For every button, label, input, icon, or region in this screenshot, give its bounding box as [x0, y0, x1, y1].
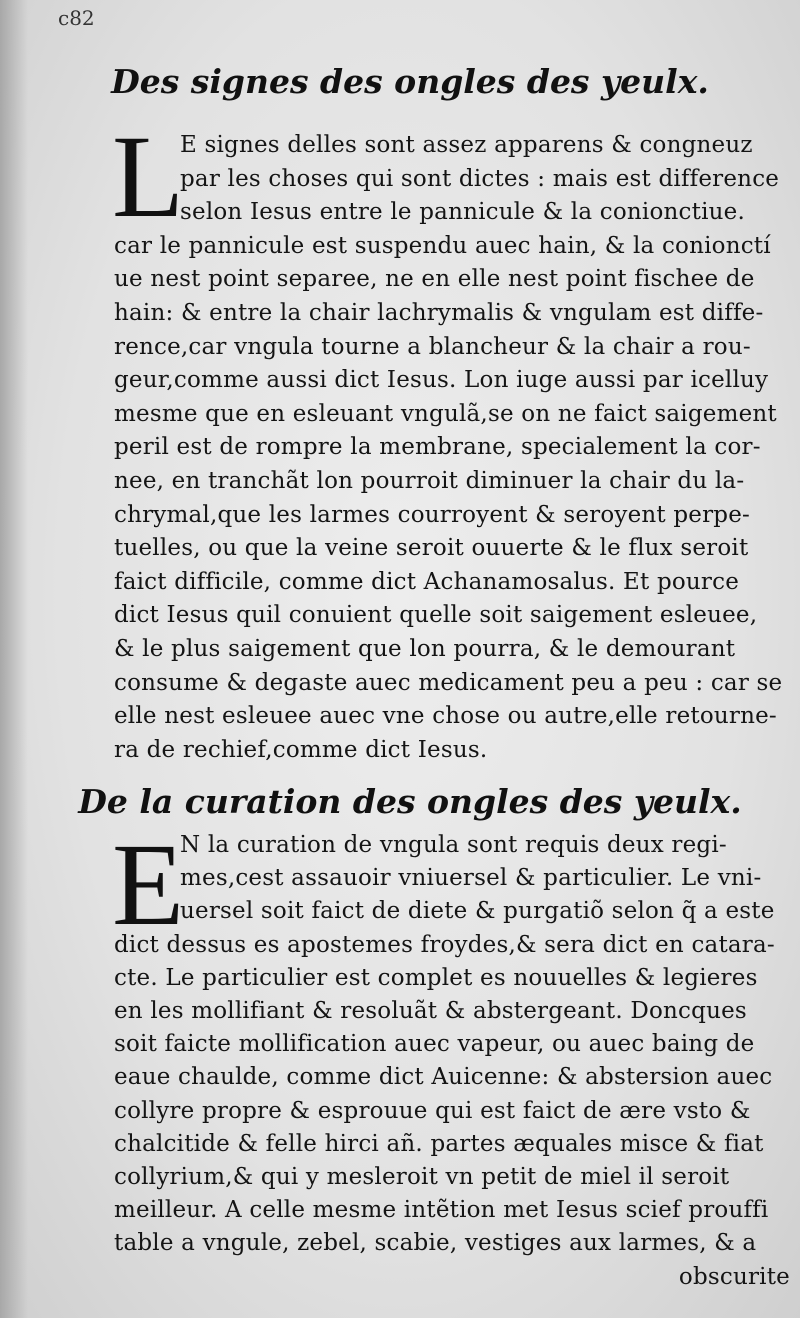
text-line: tuelles, ou que la veine seroit ouuerte & le flux seroit — [114, 535, 749, 562]
text-line: collyrium,& qui y mesleroit vn petit de miel il seroit — [114, 1164, 730, 1190]
text-line: dict dessus es apostemes froydes,& sera dict en catara- — [114, 931, 775, 958]
text-line: table a vngule, zebel, scabie, vestiges aux larmes, & a — [114, 1230, 757, 1257]
text-line: eaue chaulde, comme dict Auicenne: & abstersion auec — [114, 1064, 773, 1091]
text-line: E signes delles sont assez apparens & congneuz — [180, 132, 753, 158]
text-line: consume & degaste auec medicament peu a peu : car se — [114, 669, 783, 696]
text-line: hain: & entre la chair lachrymalis & vngulam est diffe- — [114, 300, 764, 326]
section-heading-curation: De la curation des ongles des yeulx. — [78, 782, 742, 821]
text-line: chrymal,que les larmes courroyent & seroyent perpe- — [114, 501, 751, 528]
text-line: mes,cest assauoir vniuersel & particulier. Le vni- — [180, 865, 762, 892]
text-line: cte. Le particulier est complet es nouuelles & legieres — [114, 964, 758, 991]
text-line: obscurite — [678, 1263, 790, 1290]
text-line: en les mollifiant & resoluãt & abstergeant. Doncques — [114, 998, 747, 1024]
text-line: chalcitide & felle hirci añ. partes æquales misce & fiat — [114, 1130, 764, 1157]
text-line: selon Iesus entre le pannicule & la conionctiue. — [180, 199, 745, 226]
text-line: collyre propre & esprouue qui est faict de ære vsto & — [114, 1097, 751, 1124]
text-line: ra de rechief,comme dict Iesus. — [114, 736, 488, 763]
text-line: car le pannicule est suspendu auec hain, & la conionctí — [114, 232, 771, 259]
text-line: ue nest point separee, ne en elle nest point fischee de — [114, 266, 755, 293]
text-line: mesme que en esleuant vngulã,se on ne faict saigement — [114, 400, 777, 427]
text-line: soit faicte mollification auec vapeur, ou auec baing de — [114, 1031, 755, 1058]
text-line: elle nest esleuee auec vne chose ou autre,elle retourne- — [114, 703, 777, 730]
page-number: c82 — [58, 6, 95, 30]
text-line: meilleur. A celle mesme intẽtion met Iesus scief prouffi — [114, 1197, 769, 1224]
section-heading-signs: Des signes des ongles des yeulx. — [111, 62, 709, 101]
text-line: nee, en tranchãt lon pourroit diminuer la chair du la- — [114, 468, 745, 494]
text-line: rence,car vngula tourne a blancheur & la chair a rou- — [114, 333, 751, 360]
text-line: par les choses qui sont dictes : mais est difference — [180, 165, 780, 192]
text-line: geur,comme aussi dict Iesus. Lon iuge aussi par icelluy — [114, 367, 769, 394]
text-line: dict Iesus quil conuient quelle soit saigement esleuee, — [114, 602, 758, 629]
drop-cap-e: E — [112, 819, 185, 950]
text-line: peril est de rompre la membrane, specialement la cor- — [114, 434, 761, 461]
drop-cap-l: L — [112, 111, 185, 242]
text-line: N la curation de vngula sont requis deux regi- — [180, 832, 727, 858]
text-line: & le plus saigement que lon pourra, & le demourant — [114, 636, 736, 662]
text-line: uersel soit faict de diete & purgatiõ selon q̃ a este — [180, 898, 775, 925]
text-line: faict difficile, comme dict Achanamosalus. Et pource — [114, 568, 740, 595]
